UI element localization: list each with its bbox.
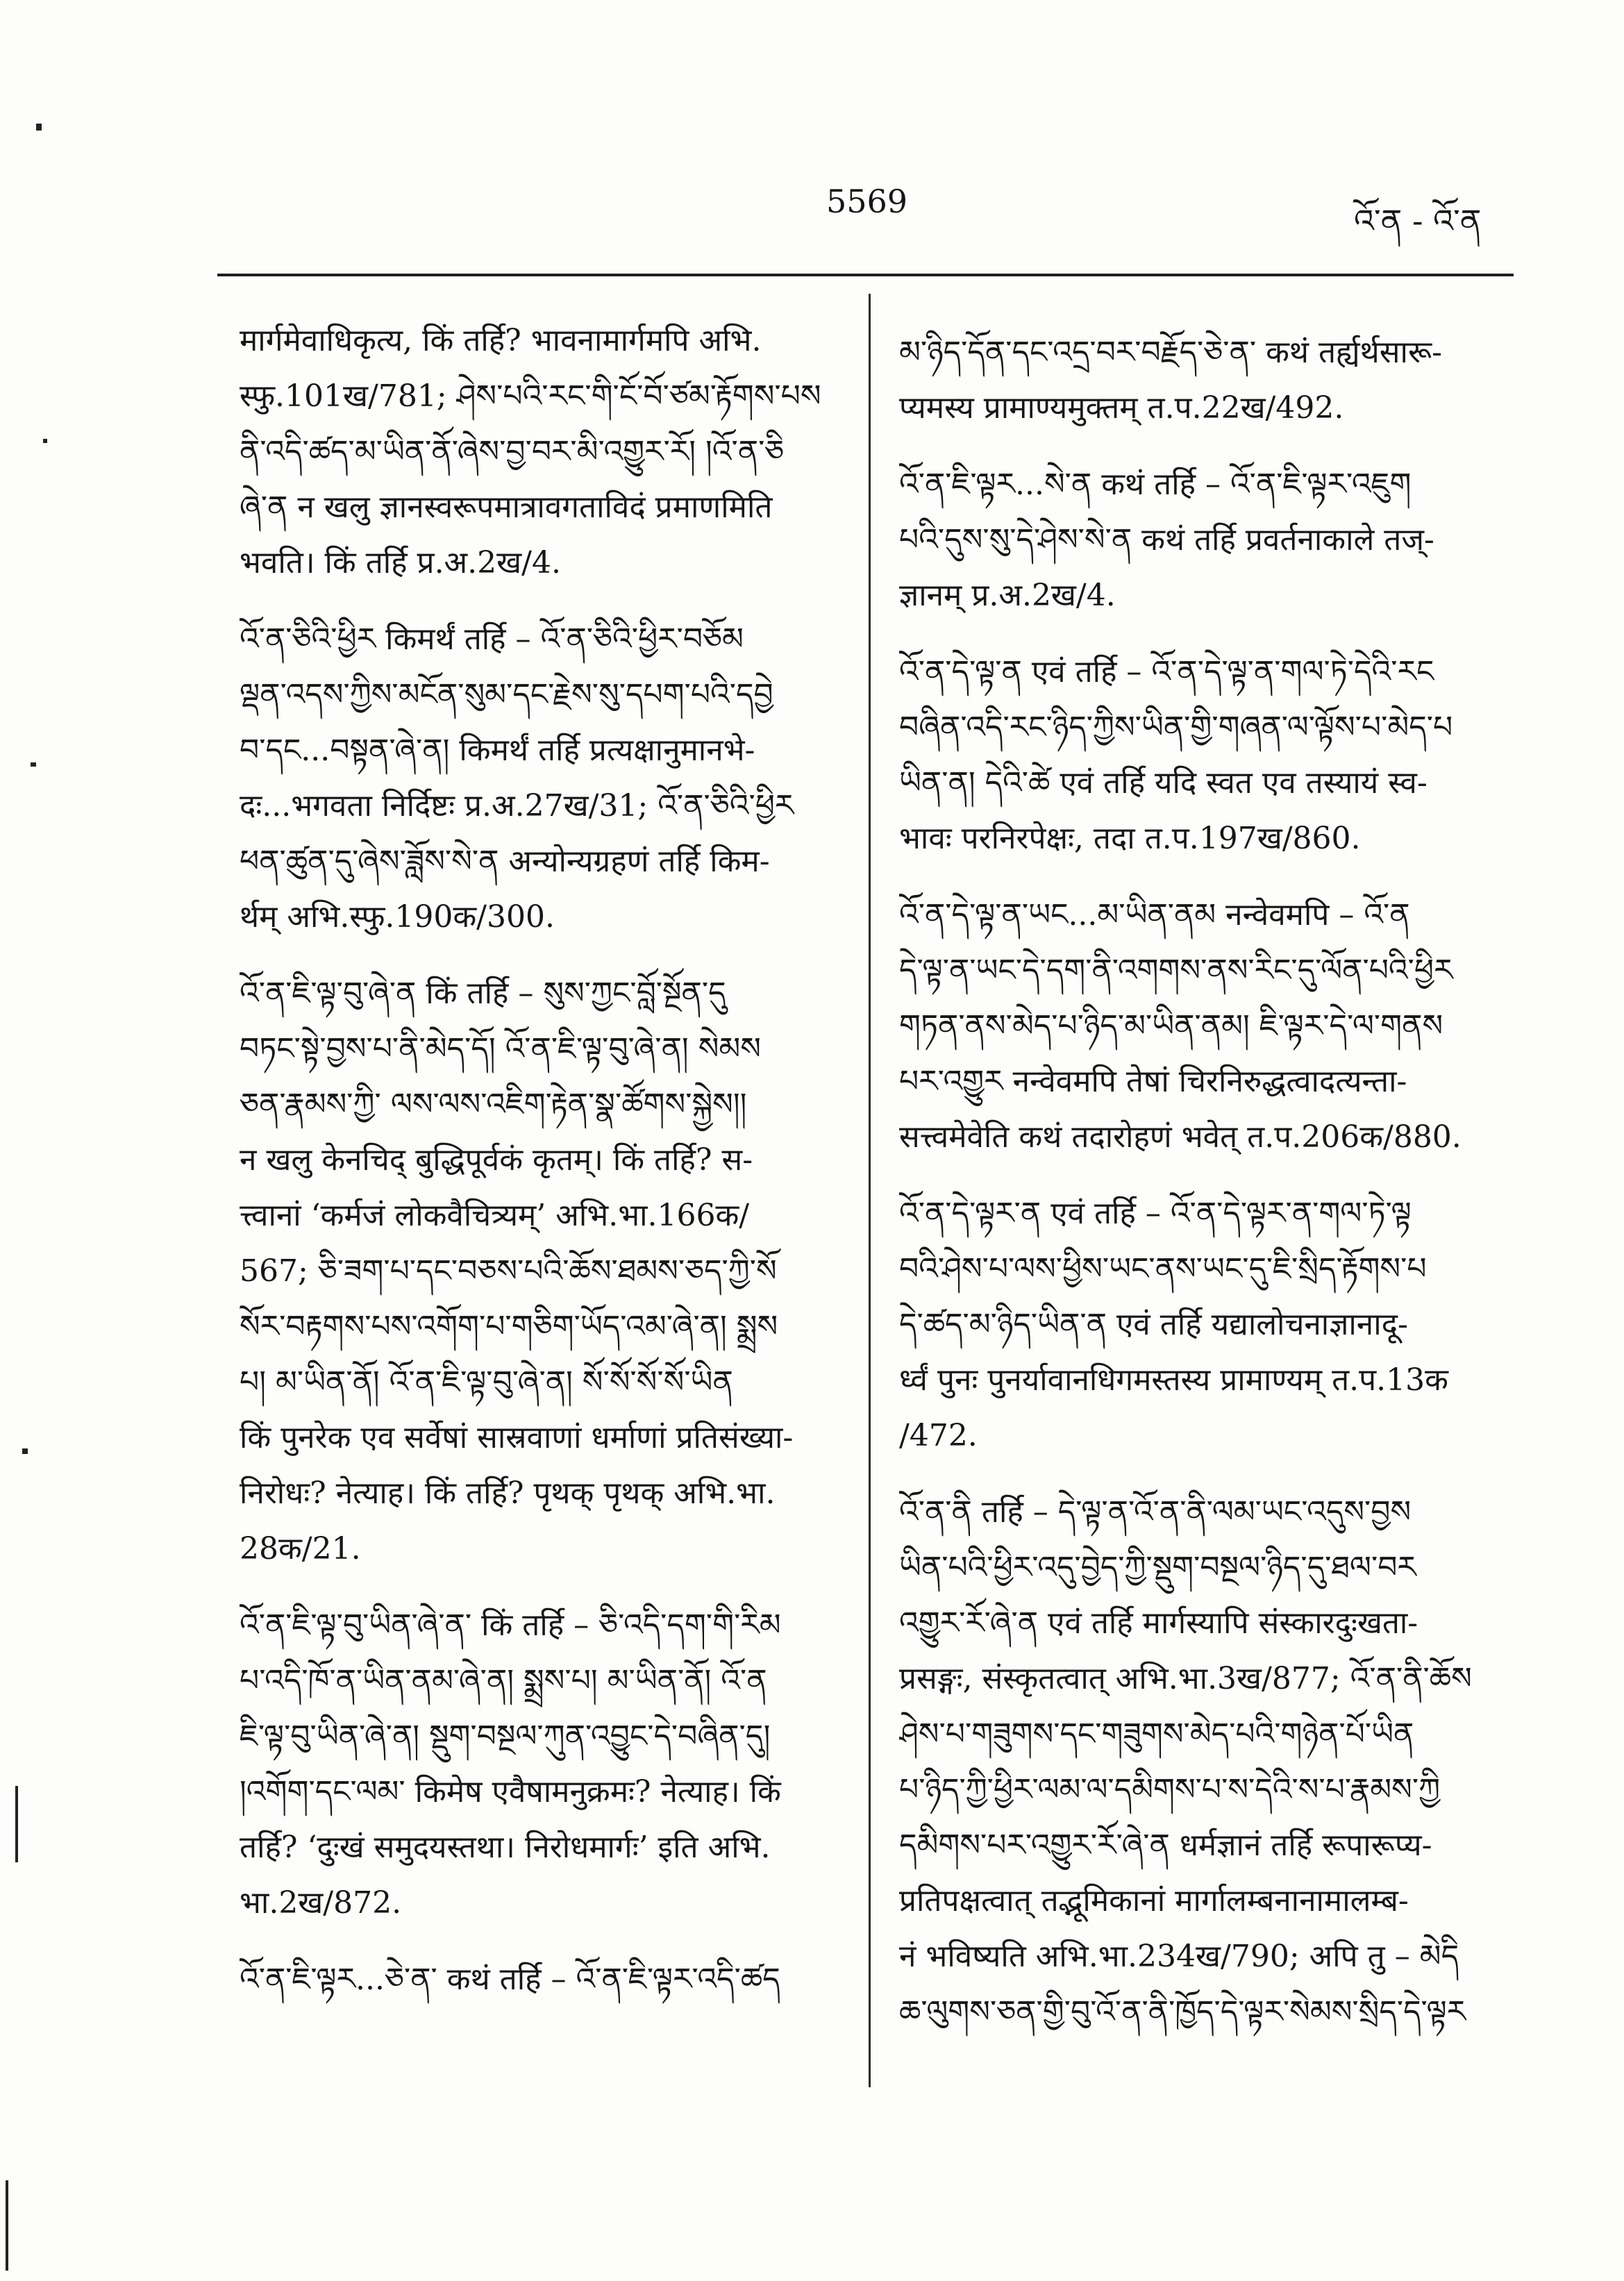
text-line: བ་དང...བསྟན་ཞེ་ན། किमर्थं तर्हि प्रत्यक्षानुमानभे- <box>240 733 755 768</box>
dictionary-entry <box>899 887 1514 1165</box>
text-line: 567; ཅི་ཟག་པ་དང་བཅས་པའི་ཆོས་ཐམས་ཅད་ཀྱི་སོ <box>240 1253 777 1289</box>
dictionary-entry <box>240 313 851 591</box>
text-line: किं पुनरेक एव सर्वेषां सास्रवाणां धर्माणां प्रतिसंख्या- <box>240 1420 794 1455</box>
right-column <box>899 325 1514 2130</box>
text-line: པ། མ་ཡིན་ནོ། འོ་ན་ཇི་ལྟ་བུ་ཞེ་ན། སོ་སོ་སོ་སོ་ཡིན <box>240 1364 733 1400</box>
running-head: འོ་ན - འོ་ན <box>1354 202 1482 240</box>
text-line: དེ་ཚད་མ་ཉིད་ཡིན་ན एवं तर्हि यद्यालोचनाज्ञानादू- <box>899 1307 1408 1342</box>
text-line: ज्ञानम् प्र.अ.2ख/4. <box>899 578 1116 613</box>
scan-artifact <box>36 124 42 131</box>
text-line: सत्त्वमेवेति कथं तदारोहणं भवेत् त.प.206क/880. <box>899 1119 1462 1155</box>
text-line: भवति। किं तर्हि प्र.अ.2ख/4. <box>240 545 561 580</box>
text-line: བཏང་སྟེ་བྱས་པ་ནི་མེད་དོ། འོ་ན་ཇི་ལྟ་བུ་ཞེ་ན། སེམས <box>240 1031 761 1067</box>
text-line: བཞིན་འདི་རང་ཉིད་ཀྱིས་ཡིན་གྱི་གཞན་ལ་ལྟོས་པ་མེད་པ <box>899 710 1453 745</box>
scan-artifact <box>22 1448 28 1454</box>
text-line: དེ་ལྟ་ན་ཡང་དེ་དག་ནི་འགགས་ནས་རིང་དུ་ལོན་པའི་ཕྱིར <box>899 953 1453 988</box>
text-line: པར་འགྱུར नन्वेवमपि तेषां चिरनिरुद्धत्वादत्यन्ता- <box>899 1064 1407 1099</box>
text-line: स्फु.101ख/781; ཤེས་པའི་རང་གི་ངོ་བོ་ཙམ་རྟོགས་པས <box>240 378 821 414</box>
text-line: मार्गमेवाधिकृत्य, किं तर्हि? भावनामार्गमपि अभि. <box>240 323 762 358</box>
text-line: ཞེ་ན न खलु ज्ञानस्वरूपमात्रावगताविदं प्रमाणमिति <box>240 490 773 525</box>
text-line: ཡིན་ན། དེའི་ཚེ एवं तर्हि यदि स्वत एव तस्यायं स्व- <box>899 765 1428 801</box>
text-line: त्त्वानां ‘कर्मजं लोकवैचित्र्यम्’ अभि.भा.166क/ <box>240 1198 750 1233</box>
text-line: གཏན་ནས་མེད་པ་ཉིད་མ་ཡིན་ནམ། ཇི་ལྟར་དེ་ལ་གནས <box>899 1008 1443 1044</box>
dictionary-entry <box>240 966 851 1577</box>
text-line: 28क/21. <box>240 1531 361 1566</box>
text-line: ཡིན་པའི་ཕྱིར་འདུ་བྱེད་ཀྱི་སྡུག་བསྔལ་ཉིད་དུ་ཐལ་བར <box>899 1550 1416 1585</box>
text-line: ཆ་ལུགས་ཅན་གྱི་བུ་འོ་ན་ནི་ཁྱོད་དེ་ལྟར་སེམས་སྲིད་དེ་ལྟར <box>899 1994 1466 2030</box>
text-line: འོ་ན་དེ་ལྟར་ན एवं तर्हि – འོ་ན་དེ་ལྟར་ན་གལ་ཏེ་ལྟ <box>899 1196 1412 1231</box>
text-line: འོ་ན་དེ་ལྟ་ན एवं तर्हि – འོ་ན་དེ་ལྟ་ན་གལ་ཏེ་དེའི་རང <box>899 654 1434 690</box>
dictionary-entry <box>899 1485 1514 2040</box>
text-line: བའི་ཤེས་པ་ལས་ཕྱིས་ཡང་ནས་ཡང་དུ་ཇི་སྲིད་རྟོགས་པ <box>899 1251 1427 1287</box>
header-rule <box>217 274 1514 276</box>
text-line: འགྱུར་རོ་ཞེ་ན एवं तर्हि मार्गस्यापि संस्कारदुःखता- <box>899 1605 1418 1641</box>
text-line: འོ་ན་ཇི་ལྟ་བུ་ཞེ་ན किं तर्हि – སུས་ཀྱང་བློ་སྔོན་དུ <box>240 976 726 1011</box>
scan-artifact <box>15 1786 18 1862</box>
scan-artifact <box>31 762 36 767</box>
text-line: प्रसङ्गः, संस्कृतत्वात् अभि.भा.3ख/877; འོ་ན་ནི་ཆོས <box>899 1661 1472 1696</box>
column-divider <box>869 294 871 2087</box>
dictionary-entry <box>899 457 1514 624</box>
text-line: दः...भगवता निर्दिष्टः प्र.अ.27ख/31; འོ་ན་ཅིའི་ཕྱིར <box>240 788 794 824</box>
text-line: འོ་ན་ཇི་ལྟར...ཅེ་ན་ कथं तर्हि – འོ་ན་ཇི་ལྟར་འདི་ཚད <box>240 1962 780 1997</box>
text-line: ཅན་རྣམས་ཀྱི་ ལས་ལས་འཇིག་རྟེན་སྣ་ཚོགས་སྐྱེས།། <box>240 1087 747 1122</box>
page-number: 5569 <box>826 183 908 220</box>
left-column <box>240 313 851 2119</box>
text-line: པ་ཉིད་ཀྱི་ཕྱིར་ལམ་ལ་དམིགས་པ་ས་དེའི་ས་པ་རྣམས་ཀྱི <box>899 1772 1441 1807</box>
text-line: འོ་ན་དེ་ལྟ་ན་ཡང...མ་ཡིན་ནམ नन्वेवमपि – འོ་ན <box>899 897 1410 933</box>
text-line: མ་ཉིད་དོན་དང་འདྲ་བར་བརྗོད་ཅེ་ན་ कथं तर्ह्यर्थसारू- <box>899 335 1442 370</box>
text-line: तर्हि? ‘दुःखं समुदयस्तथा। निरोधमार्गः’ इति अभि. <box>240 1830 771 1865</box>
text-line: ལྡན་འདས་ཀྱིས་མངོན་སུམ་དང་རྗེས་སུ་དཔག་པའི་དབྱེ <box>240 677 773 712</box>
text-line: ཤེས་པ་གཟུགས་དང་གཟུགས་མེད་པའི་གཉེན་པོ་ཡིན <box>899 1716 1414 1752</box>
scan-artifact <box>43 439 47 443</box>
text-line: སོར་བརྟགས་པས་འགོག་པ་གཅིག་ཡོད་འམ་ཞེ་ན། སྨྲས <box>240 1309 778 1344</box>
dictionary-entry <box>899 644 1514 867</box>
text-line: /472. <box>899 1418 978 1453</box>
text-line: པའི་དུས་སུ་དེ་ཤེས་སེ་ན कथं तर्हि प्रवर्तनाकाले तज्- <box>899 522 1434 558</box>
text-line: निरोधः? नेत्याह। किं तर्हि? पृथक् पृथक् अभि.भा. <box>240 1476 776 1511</box>
dictionary-entry <box>899 1186 1514 1464</box>
text-line: འོ་ན་ཅིའི་ཕྱིར किमर्थं तर्हि – འོ་ན་ཅིའི་ཕྱིར་བཅོམ <box>240 621 744 657</box>
text-line: प्रतिपक्षत्वात् तद्भूमिकानां मार्गालम्बनानामालम्ब- <box>899 1883 1409 1919</box>
text-line: འོ་ན་ནི तर्हि – དེ་ལྟ་ན་འོ་ན་ནི་ལམ་ཡང་འདུས་བྱས <box>899 1494 1412 1530</box>
dictionary-entry <box>240 612 851 945</box>
text-line: नं भविष्यति अभि.भा.234ख/790; अपि तु – མེདི <box>899 1939 1459 1974</box>
text-line: न खलु केनचिद् बुद्धिपूर्वकं कृतम्। किं तर्हि? स- <box>240 1142 753 1178</box>
text-line: र्थम् अभि.स्फु.190क/300. <box>240 899 555 935</box>
text-line: འོ་ན་ཇི་ལྟ་བུ་ཡིན་ཞེ་ན་ किं तर्हि – ཅི་འདི་དག་གི་རིམ <box>240 1607 781 1643</box>
text-line: འོ་ན་ཇི་ལྟར...སེ་ན कथं तर्हि – འོ་ན་ཇི་ལྟར་འཇུག <box>899 467 1412 502</box>
text-line: र्ध्वं पुनः पुनर्यावानधिगमस्तस्य प्रामाण्यम् त.प.13क <box>899 1362 1448 1398</box>
dictionary-entry <box>240 1598 851 1931</box>
text-line: भा.2ख/872. <box>240 1885 402 1921</box>
scan-artifact <box>6 2180 8 2271</box>
text-line: भावः परनिरपेक्षः, तदा त.प.197ख/860. <box>899 821 1361 856</box>
text-line: प्यमस्य प्रामाण्यमुक्तम् त.प.22ख/492. <box>899 390 1344 426</box>
text-line: ནི་འདི་ཚད་མ་ཡིན་ནོ་ཞེས་བྱ་བར་མི་འགྱུར་རོ། །འོ་ན་ཅི <box>240 434 785 469</box>
text-line: ཕན་ཚུན་དུ་ཞེས་ཟློས་སེ་ན अन्योन्यग्रहणं तर्हि किम- <box>240 844 770 879</box>
text-line: ཇི་ལྟ་བུ་ཡིན་ཞེ་ན། སྡུག་བསྔལ་ཀུན་འབྱུང་དེ་བཞིན་དུ། <box>240 1719 771 1754</box>
dictionary-entry <box>899 325 1514 436</box>
dictionary-entry <box>240 1952 851 2007</box>
text-line: པ་འདི་ཁོ་ན་ཡིན་ནམ་ཞེ་ན། སྨྲས་པ། མ་ཡིན་ནོ། འོ་ན <box>240 1663 767 1698</box>
text-line: དམིགས་པར་འགྱུར་རོ་ཞེ་ན धर्मज्ञानं तर्हि रूपारूप्य- <box>899 1828 1432 1863</box>
text-line: །འགོག་དང་ལམ་ किमेष एवैषामनुक्रमः? नेत्याह। किं <box>240 1774 781 1810</box>
